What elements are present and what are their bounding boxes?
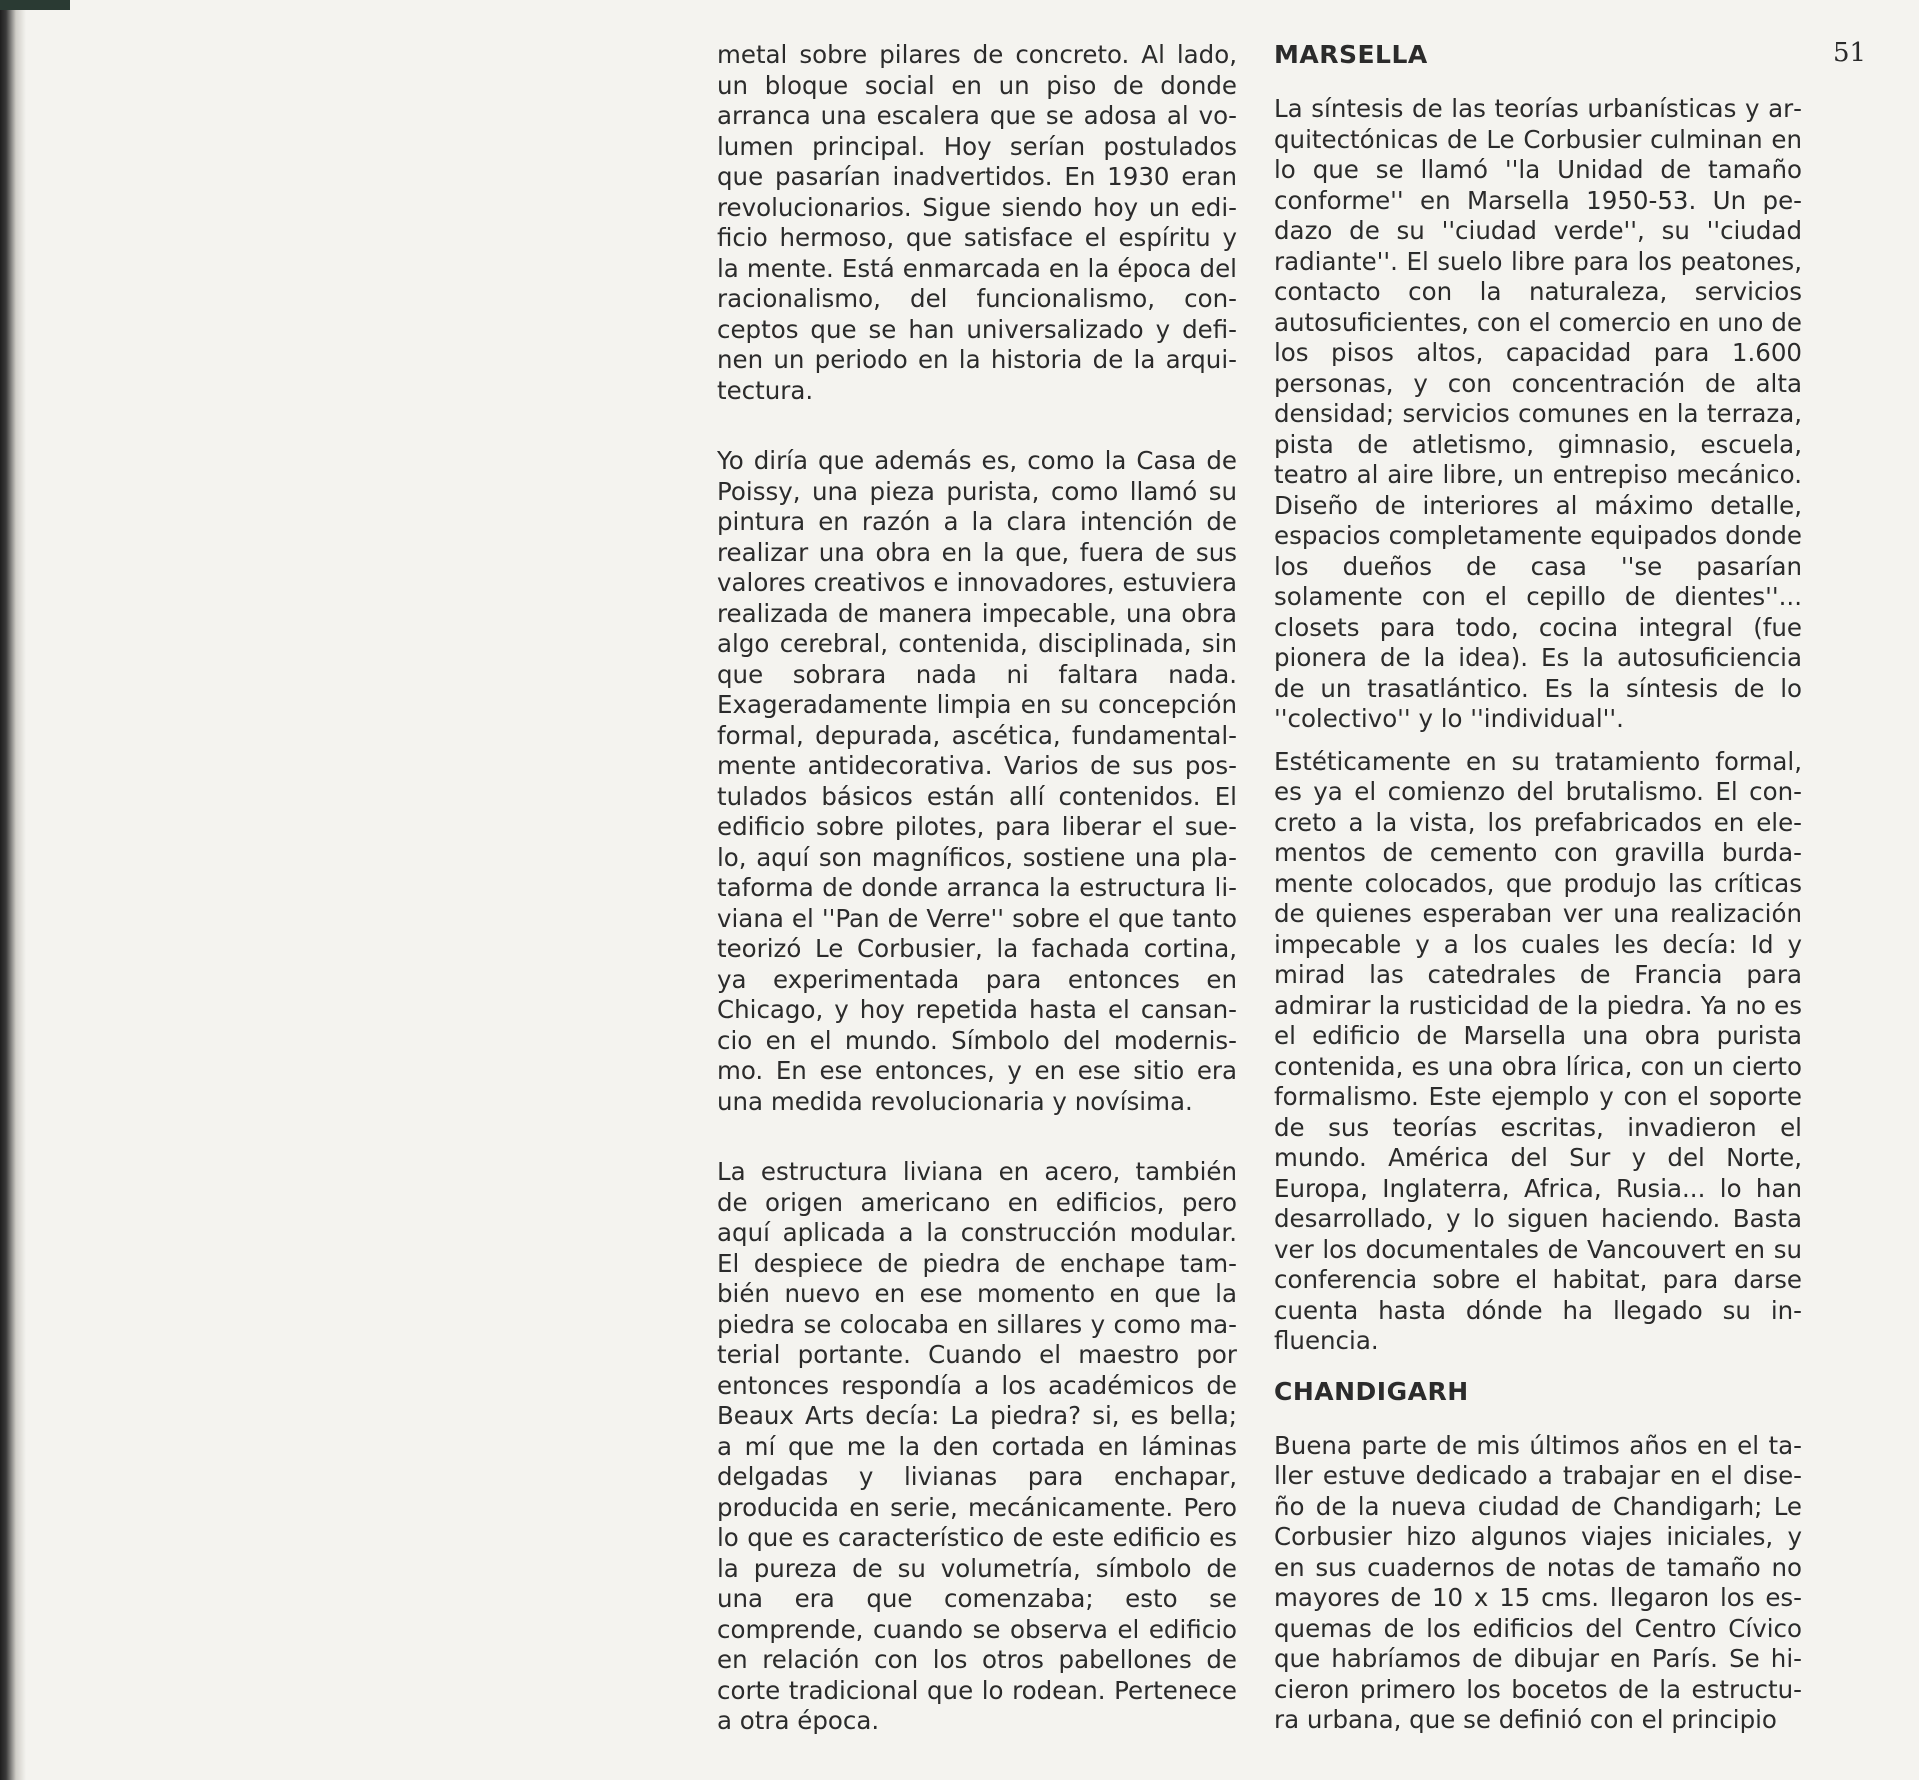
body-paragraph: Buena parte de mis últimos años en el taller estuve dedicado a trabajar en el diseño de la nueva ciudad de Chandigarh; Le Corbusier hizo algunos viajes iniciales, y en sus cuadernos de notas de tamaño no mayores de 10 x 15 cms. llegaron los esquemas de los edificios del Centro Cívico que habríamos de dibujar en París. Se hicieron primero los bocetos de la estructura urbana, que se definió con el principio xyxy=(1274,1430,1802,1734)
body-paragraph: Estéticamente en su tratamiento formal, es ya el comienzo del brutalismo. El concreto a la vista, los prefabricados en elementos de cemento con gravilla burdamente colocados, que produjo las críticas de quienes esperaban ver una realización impecable y a los cuales les decía: Id y mirad las catedrales de Francia para admirar la rusticidad de la piedra. Ya no es el edificio de Marsella una obra purista contenida, es una obra lírica, con un cierto formalismo. Este ejemplo y con el soporte de sus teorías escritas, invadieron el mundo. América del Sur y del Norte, Europa, Inglaterra, Africa, Rusia... lo han desarrollado, y lo siguen haciendo. Basta ver los documentales de Vancouvert en su conferencia sobre el habitat, para darse cuenta hasta dónde ha llegado su influencia. xyxy=(1274,746,1802,1355)
page-number: 51 xyxy=(1833,38,1867,68)
section-heading-marsella: MARSELLA xyxy=(1274,40,1428,69)
right-column xyxy=(1274,40,1802,1736)
book-spine-shadow xyxy=(0,0,26,1780)
scan-edge-mark xyxy=(0,0,70,10)
body-paragraph: La estructura liviana en acero, también de origen americano en edificios, pero aquí aplicada a la construcción modular. El despiece de piedra de enchape también nuevo en ese momento en que la piedra se colocaba en sillares y como material portante. Cuando el maestro por entonces respondía a los académicos de Beaux Arts decía: La piedra? si, es bella; a mí que me la den cortada en láminas delgadas y livianas para enchapar, producida en serie, mecánicamente. Pero lo que es característico de este edificio es la pureza de su volumetría, símbolo de una era que comenzaba; esto se comprende, cuando se observa el edificio en relación con los otros pabellones de corte tradicional que lo rodean. Pertenece a otra época. xyxy=(717,1157,1237,1735)
body-paragraph: Yo diría que además es, como la Casa de Poissy, una pieza purista, como llamó su pintura en razón a la clara intención de realizar una obra en la que, fuera de sus valores creativos e innovadores, estuviera realizada de manera impecable, una obra algo cerebral, contenida, disciplinada, sin que sobrara nada ni faltara nada. Exageradamente limpia en su concepción formal, depurada, ascética, fundamentalmente antidecorativa. Varios de sus postulados básicos están allí contenidos. El edificio sobre pilotes, para liberar el suelo, aquí son magníficos, sostiene una plataforma de donde arranca la estructura liviana el ''Pan de Verre'' sobre el que tanto teorizó Le Corbusier, la fachada cortina, ya experimentada para entonces en Chicago, y hoy repetida hasta el cansancio en el mundo. Símbolo del modernismo. En ese entonces, y en ese sitio era una medida revolucionaria y novísima. xyxy=(717,446,1237,1116)
section-heading-chandigarh: CHANDIGARH xyxy=(1274,1376,1469,1406)
body-paragraph: La síntesis de las teorías urbanísticas y arquitectónicas de Le Corbusier culminan en lo que se llamó ''la Unidad de tamaño conforme'' en Marsella 1950-53. Un pedazo de su ''ciudad verde'', su ''ciudad radiante''. El suelo libre para los peatones, contacto con la naturaleza, servicios autosuficientes, con el comercio en uno de los pisos altos, capacidad para 1.600 personas, y con concentración de alta densidad; servicios comunes en la terraza, pista de atletismo, gimnasio, escuela, teatro al aire libre, un entrepiso mecánico. Diseño de interiores al máximo detalle, espacios completamente equipados donde los dueños de casa ''se pasarían solamente con el cepillo de dientes''... closets para todo, cocina integral (fue pionera de la idea). Es la autosuficiencia de un trasatlántico. Es la síntesis de lo ''colectivo'' y lo ''individual''. xyxy=(1274,94,1802,733)
body-paragraph: metal sobre pilares de concreto. Al lado, un bloque social en un piso de donde arranca una escalera que se adosa al volumen principal. Hoy serían postulados que pasarían inadvertidos. En 1930 eran revolucionarios. Sigue siendo hoy un edificio hermoso, que satisface el espíritu y la mente. Está enmarcada en la época del racionalismo, del funcionalismo, conceptos que se han universalizado y definen un periodo en la historia de la arquitectura. xyxy=(717,40,1237,405)
left-column xyxy=(717,40,1237,1737)
